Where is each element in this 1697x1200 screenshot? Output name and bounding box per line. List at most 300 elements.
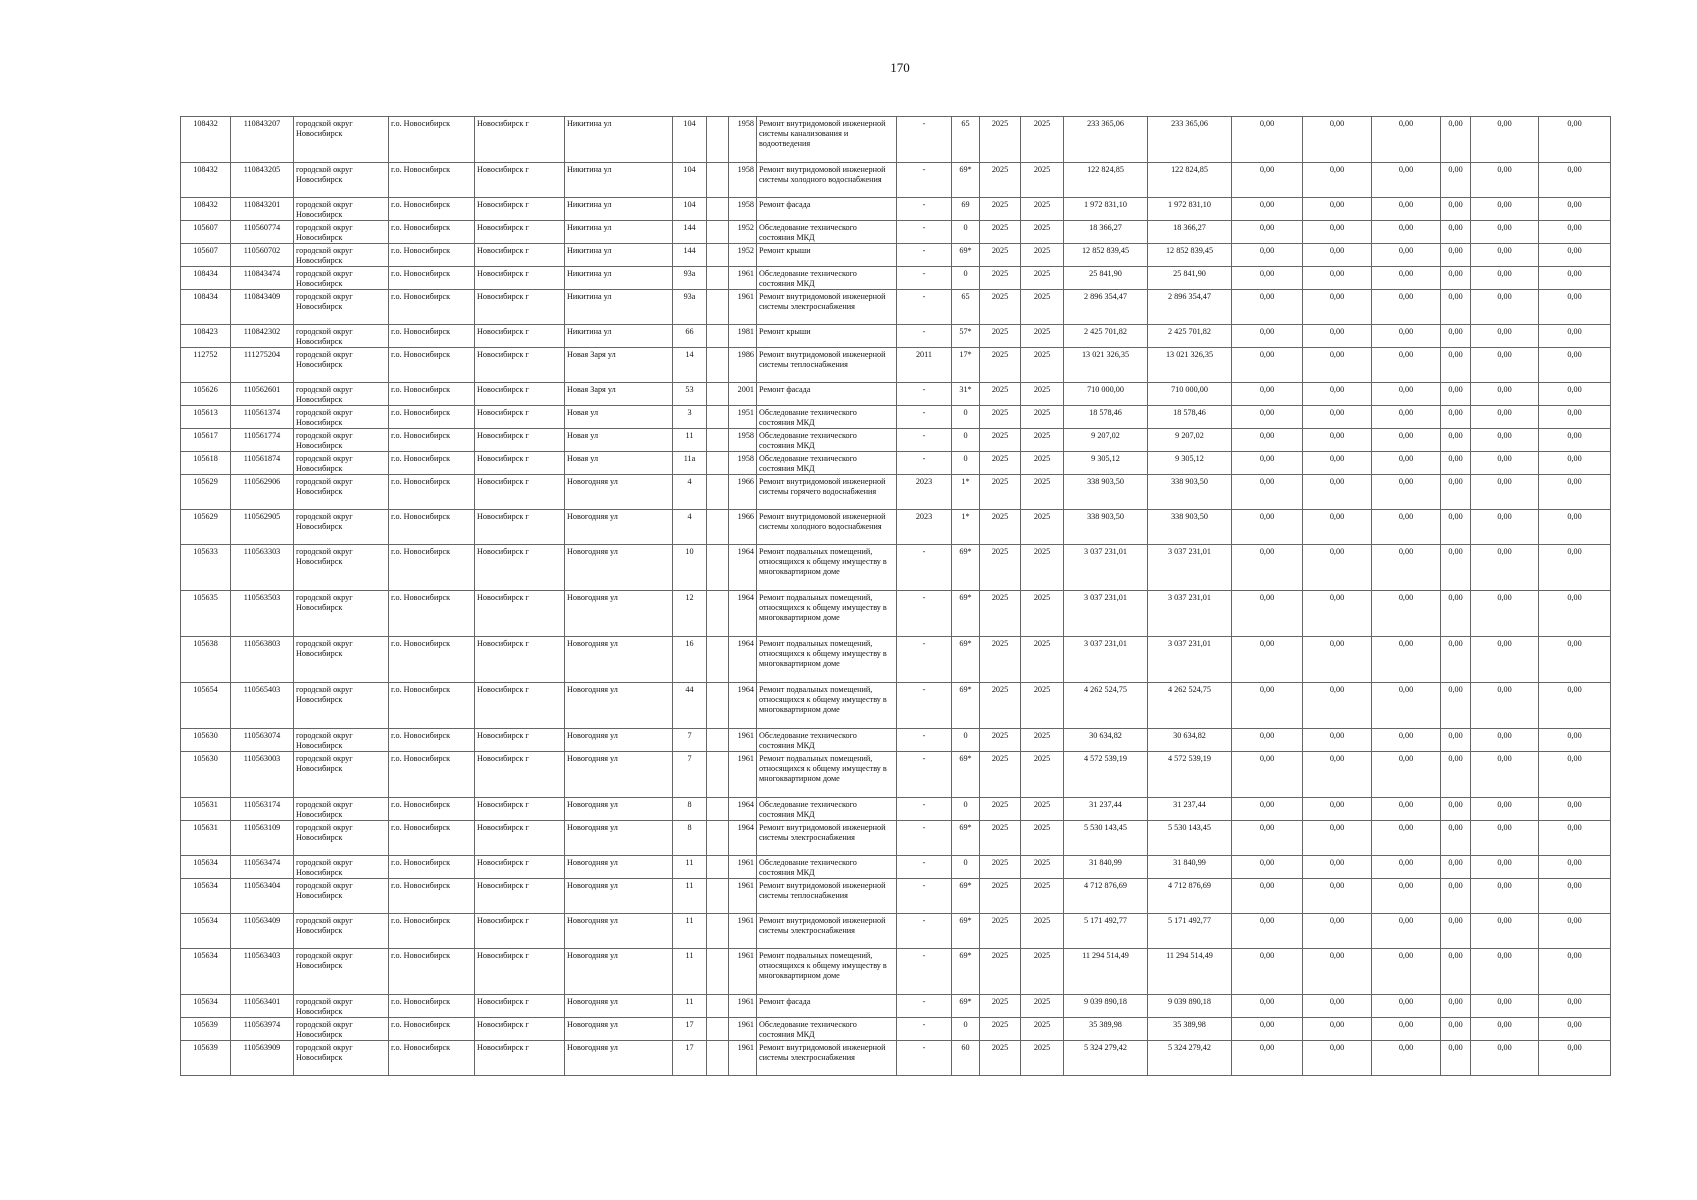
cell-plan-year-start: 2025 [980, 683, 1021, 729]
cell-house-id: 105634 [181, 879, 231, 914]
cell-last-repair-year: - [897, 949, 952, 995]
cell-total-cost: 4 572 539,19 [1064, 752, 1148, 798]
cell-total-cost: 9 305,12 [1064, 452, 1148, 475]
cell-street: Новогодняя ул [565, 798, 673, 821]
cell-other-funds: 0,00 [1441, 545, 1471, 591]
cell-settlement: Новосибирск г [475, 856, 565, 879]
cell-district: г.о. Новосибирск [389, 117, 475, 163]
cell-local-funds: 0,00 [1372, 348, 1441, 383]
cell-owner-funds: 0,00 [1471, 752, 1539, 798]
table-row [181, 856, 1611, 879]
cell-work-id: 110563803 [231, 637, 294, 683]
cell-municipality: городской округ Новосибирск [294, 406, 389, 429]
cell-plan-year-start: 2025 [980, 798, 1021, 821]
cell-local-funds: 0,00 [1372, 879, 1441, 914]
cell-district: г.о. Новосибирск [389, 798, 475, 821]
cell-total-cost: 5 171 492,77 [1064, 914, 1148, 949]
cell-regional-funds: 0,00 [1303, 729, 1372, 752]
repair-program-table [180, 116, 1611, 1076]
cell-owner-funds: 0,00 [1471, 325, 1539, 348]
cell-other-funds: 0,00 [1441, 429, 1471, 452]
cell-plan-year-end: 2025 [1021, 510, 1064, 545]
cell-house-id: 105631 [181, 821, 231, 856]
cell-district: г.о. Новосибирск [389, 949, 475, 995]
cell-local-funds: 0,00 [1372, 637, 1441, 683]
cell-municipality: городской округ Новосибирск [294, 752, 389, 798]
cell-owner-funds: 0,00 [1471, 729, 1539, 752]
cell-house-id: 112752 [181, 348, 231, 383]
cell-owner-funds: 0,00 [1471, 117, 1539, 163]
cell-district: г.о. Новосибирск [389, 545, 475, 591]
cell-extra-funds: 0,00 [1539, 406, 1611, 429]
cell-wear-percent: 69* [952, 821, 980, 856]
cell-work-id: 110563403 [231, 949, 294, 995]
cell-street: Никитина ул [565, 244, 673, 267]
cell-house-number: 53 [673, 383, 707, 406]
cell-total-cost: 2 425 701,82 [1064, 325, 1148, 348]
cell-street: Новая ул [565, 429, 673, 452]
cell-work-type: Ремонт внутридомовой инженерной системы теплоснабжения [757, 879, 897, 914]
cell-federal-funds: 0,00 [1232, 406, 1303, 429]
cell-wear-percent: 69* [952, 683, 980, 729]
cell-year-built: 1951 [729, 406, 757, 429]
cell-last-repair-year: - [897, 637, 952, 683]
cell-fund-cost: 11 294 514,49 [1148, 949, 1232, 995]
cell-last-repair-year: - [897, 221, 952, 244]
cell-settlement: Новосибирск г [475, 290, 565, 325]
cell-regional-funds: 0,00 [1303, 752, 1372, 798]
cell-regional-funds: 0,00 [1303, 452, 1372, 475]
cell-other-funds: 0,00 [1441, 1041, 1471, 1076]
cell-building [707, 221, 729, 244]
cell-fund-cost: 13 021 326,35 [1148, 348, 1232, 383]
cell-house-number: 4 [673, 510, 707, 545]
cell-local-funds: 0,00 [1372, 821, 1441, 856]
cell-work-type: Ремонт внутридомовой инженерной системы электроснабжения [757, 1041, 897, 1076]
cell-extra-funds: 0,00 [1539, 729, 1611, 752]
cell-fund-cost: 5 324 279,42 [1148, 1041, 1232, 1076]
cell-extra-funds: 0,00 [1539, 290, 1611, 325]
cell-year-built: 1952 [729, 244, 757, 267]
cell-plan-year-start: 2025 [980, 325, 1021, 348]
cell-building [707, 1041, 729, 1076]
cell-plan-year-start: 2025 [980, 914, 1021, 949]
cell-building [707, 995, 729, 1018]
table-row [181, 325, 1611, 348]
cell-fund-cost: 5 171 492,77 [1148, 914, 1232, 949]
cell-total-cost: 4 712 876,69 [1064, 879, 1148, 914]
cell-building [707, 683, 729, 729]
cell-work-id: 110843474 [231, 267, 294, 290]
cell-municipality: городской округ Новосибирск [294, 163, 389, 198]
cell-federal-funds: 0,00 [1232, 348, 1303, 383]
cell-federal-funds: 0,00 [1232, 856, 1303, 879]
cell-extra-funds: 0,00 [1539, 995, 1611, 1018]
cell-regional-funds: 0,00 [1303, 383, 1372, 406]
cell-wear-percent: 69* [952, 879, 980, 914]
cell-federal-funds: 0,00 [1232, 244, 1303, 267]
cell-total-cost: 122 824,85 [1064, 163, 1148, 198]
cell-wear-percent: 69 [952, 198, 980, 221]
cell-work-id: 110563003 [231, 752, 294, 798]
cell-last-repair-year: 2011 [897, 348, 952, 383]
cell-local-funds: 0,00 [1372, 429, 1441, 452]
cell-settlement: Новосибирск г [475, 798, 565, 821]
cell-house-id: 105629 [181, 475, 231, 510]
cell-plan-year-end: 2025 [1021, 637, 1064, 683]
cell-street: Никитина ул [565, 198, 673, 221]
page-number: 170 [890, 60, 910, 75]
cell-house-id: 105633 [181, 545, 231, 591]
cell-settlement: Новосибирск г [475, 821, 565, 856]
cell-fund-cost: 3 037 231,01 [1148, 591, 1232, 637]
cell-other-funds: 0,00 [1441, 406, 1471, 429]
cell-plan-year-start: 2025 [980, 163, 1021, 198]
cell-wear-percent: 60 [952, 1041, 980, 1076]
cell-other-funds: 0,00 [1441, 244, 1471, 267]
cell-fund-cost: 2 425 701,82 [1148, 325, 1232, 348]
cell-settlement: Новосибирск г [475, 995, 565, 1018]
cell-regional-funds: 0,00 [1303, 821, 1372, 856]
cell-plan-year-end: 2025 [1021, 221, 1064, 244]
cell-street: Никитина ул [565, 117, 673, 163]
cell-wear-percent: 69* [952, 244, 980, 267]
cell-last-repair-year: - [897, 683, 952, 729]
cell-work-type: Обследование технического состояния МКД [757, 406, 897, 429]
cell-house-id: 105631 [181, 798, 231, 821]
cell-plan-year-end: 2025 [1021, 591, 1064, 637]
cell-plan-year-start: 2025 [980, 591, 1021, 637]
cell-work-id: 110563074 [231, 729, 294, 752]
cell-plan-year-start: 2025 [980, 856, 1021, 879]
cell-year-built: 1958 [729, 198, 757, 221]
cell-municipality: городской округ Новосибирск [294, 798, 389, 821]
cell-house-number: 11 [673, 995, 707, 1018]
cell-building [707, 117, 729, 163]
cell-house-number: 11а [673, 452, 707, 475]
cell-total-cost: 25 841,90 [1064, 267, 1148, 290]
cell-district: г.о. Новосибирск [389, 475, 475, 510]
cell-year-built: 1958 [729, 429, 757, 452]
cell-building [707, 163, 729, 198]
cell-fund-cost: 4 572 539,19 [1148, 752, 1232, 798]
cell-plan-year-start: 2025 [980, 1041, 1021, 1076]
cell-district: г.о. Новосибирск [389, 267, 475, 290]
cell-building [707, 798, 729, 821]
cell-house-id: 105634 [181, 995, 231, 1018]
cell-federal-funds: 0,00 [1232, 510, 1303, 545]
cell-extra-funds: 0,00 [1539, 325, 1611, 348]
cell-house-id: 105635 [181, 591, 231, 637]
cell-extra-funds: 0,00 [1539, 798, 1611, 821]
cell-plan-year-start: 2025 [980, 267, 1021, 290]
cell-fund-cost: 3 037 231,01 [1148, 545, 1232, 591]
cell-owner-funds: 0,00 [1471, 995, 1539, 1018]
cell-total-cost: 338 903,50 [1064, 510, 1148, 545]
cell-total-cost: 3 037 231,01 [1064, 545, 1148, 591]
cell-total-cost: 3 037 231,01 [1064, 591, 1148, 637]
cell-municipality: городской округ Новосибирск [294, 995, 389, 1018]
cell-settlement: Новосибирск г [475, 475, 565, 510]
cell-street: Новогодняя ул [565, 821, 673, 856]
cell-wear-percent: 69* [952, 637, 980, 683]
cell-plan-year-start: 2025 [980, 995, 1021, 1018]
cell-total-cost: 9 039 890,18 [1064, 995, 1148, 1018]
cell-work-type: Ремонт подвальных помещений, относящихся к общему имуществу в многоквартирном доме [757, 545, 897, 591]
cell-work-id: 110560774 [231, 221, 294, 244]
cell-regional-funds: 0,00 [1303, 995, 1372, 1018]
cell-year-built: 1986 [729, 348, 757, 383]
cell-house-id: 105626 [181, 383, 231, 406]
table-row [181, 729, 1611, 752]
cell-building [707, 267, 729, 290]
cell-federal-funds: 0,00 [1232, 637, 1303, 683]
cell-house-id: 105617 [181, 429, 231, 452]
cell-work-id: 110842302 [231, 325, 294, 348]
cell-wear-percent: 69* [952, 949, 980, 995]
cell-district: г.о. Новосибирск [389, 856, 475, 879]
cell-plan-year-end: 2025 [1021, 348, 1064, 383]
cell-federal-funds: 0,00 [1232, 383, 1303, 406]
cell-wear-percent: 69* [952, 752, 980, 798]
cell-local-funds: 0,00 [1372, 221, 1441, 244]
cell-settlement: Новосибирск г [475, 729, 565, 752]
cell-district: г.о. Новосибирск [389, 729, 475, 752]
table-row [181, 221, 1611, 244]
cell-house-number: 11 [673, 429, 707, 452]
table-row [181, 198, 1611, 221]
cell-regional-funds: 0,00 [1303, 117, 1372, 163]
cell-regional-funds: 0,00 [1303, 856, 1372, 879]
cell-house-number: 104 [673, 198, 707, 221]
cell-settlement: Новосибирск г [475, 914, 565, 949]
cell-municipality: городской округ Новосибирск [294, 267, 389, 290]
cell-year-built: 1961 [729, 856, 757, 879]
cell-other-funds: 0,00 [1441, 117, 1471, 163]
cell-last-repair-year: - [897, 452, 952, 475]
cell-last-repair-year: 2023 [897, 475, 952, 510]
cell-owner-funds: 0,00 [1471, 163, 1539, 198]
cell-fund-cost: 338 903,50 [1148, 475, 1232, 510]
table-row [181, 995, 1611, 1018]
cell-settlement: Новосибирск г [475, 879, 565, 914]
cell-house-number: 11 [673, 879, 707, 914]
cell-wear-percent: 0 [952, 429, 980, 452]
cell-other-funds: 0,00 [1441, 798, 1471, 821]
cell-local-funds: 0,00 [1372, 1041, 1441, 1076]
cell-other-funds: 0,00 [1441, 856, 1471, 879]
cell-plan-year-end: 2025 [1021, 752, 1064, 798]
cell-local-funds: 0,00 [1372, 406, 1441, 429]
cell-extra-funds: 0,00 [1539, 510, 1611, 545]
cell-last-repair-year: - [897, 856, 952, 879]
cell-work-id: 110565403 [231, 683, 294, 729]
cell-federal-funds: 0,00 [1232, 163, 1303, 198]
cell-district: г.о. Новосибирск [389, 348, 475, 383]
cell-extra-funds: 0,00 [1539, 244, 1611, 267]
cell-wear-percent: 1* [952, 475, 980, 510]
cell-house-id: 108432 [181, 198, 231, 221]
cell-house-id: 108432 [181, 117, 231, 163]
cell-regional-funds: 0,00 [1303, 475, 1372, 510]
cell-district: г.о. Новосибирск [389, 821, 475, 856]
cell-year-built: 1961 [729, 729, 757, 752]
cell-other-funds: 0,00 [1441, 591, 1471, 637]
cell-building [707, 637, 729, 683]
cell-house-id: 105629 [181, 510, 231, 545]
cell-extra-funds: 0,00 [1539, 163, 1611, 198]
cell-wear-percent: 69* [952, 914, 980, 949]
cell-work-type: Ремонт фасада [757, 383, 897, 406]
cell-work-type: Обследование технического состояния МКД [757, 267, 897, 290]
cell-owner-funds: 0,00 [1471, 683, 1539, 729]
cell-owner-funds: 0,00 [1471, 475, 1539, 510]
cell-work-id: 110562601 [231, 383, 294, 406]
cell-plan-year-start: 2025 [980, 348, 1021, 383]
cell-extra-funds: 0,00 [1539, 1018, 1611, 1041]
cell-wear-percent: 0 [952, 798, 980, 821]
cell-year-built: 1966 [729, 510, 757, 545]
cell-local-funds: 0,00 [1372, 510, 1441, 545]
cell-settlement: Новосибирск г [475, 267, 565, 290]
cell-total-cost: 4 262 524,75 [1064, 683, 1148, 729]
cell-work-id: 110843207 [231, 117, 294, 163]
cell-owner-funds: 0,00 [1471, 879, 1539, 914]
cell-owner-funds: 0,00 [1471, 1018, 1539, 1041]
cell-street: Новогодняя ул [565, 879, 673, 914]
cell-wear-percent: 0 [952, 1018, 980, 1041]
cell-local-funds: 0,00 [1372, 914, 1441, 949]
cell-plan-year-start: 2025 [980, 545, 1021, 591]
cell-wear-percent: 17* [952, 348, 980, 383]
cell-extra-funds: 0,00 [1539, 752, 1611, 798]
cell-district: г.о. Новосибирск [389, 914, 475, 949]
cell-regional-funds: 0,00 [1303, 591, 1372, 637]
cell-street: Никитина ул [565, 290, 673, 325]
cell-house-number: 11 [673, 856, 707, 879]
cell-municipality: городской округ Новосибирск [294, 949, 389, 995]
cell-fund-cost: 31 840,99 [1148, 856, 1232, 879]
cell-other-funds: 0,00 [1441, 914, 1471, 949]
cell-last-repair-year: - [897, 591, 952, 637]
cell-local-funds: 0,00 [1372, 545, 1441, 591]
cell-municipality: городской округ Новосибирск [294, 683, 389, 729]
cell-wear-percent: 69* [952, 591, 980, 637]
cell-last-repair-year: - [897, 914, 952, 949]
table-row [181, 545, 1611, 591]
cell-district: г.о. Новосибирск [389, 995, 475, 1018]
cell-fund-cost: 18 578,46 [1148, 406, 1232, 429]
cell-fund-cost: 9 039 890,18 [1148, 995, 1232, 1018]
cell-total-cost: 5 530 143,45 [1064, 821, 1148, 856]
cell-federal-funds: 0,00 [1232, 798, 1303, 821]
cell-work-id: 110561774 [231, 429, 294, 452]
cell-house-id: 105639 [181, 1018, 231, 1041]
cell-local-funds: 0,00 [1372, 752, 1441, 798]
cell-total-cost: 233 365,06 [1064, 117, 1148, 163]
cell-total-cost: 338 903,50 [1064, 475, 1148, 510]
cell-regional-funds: 0,00 [1303, 879, 1372, 914]
table-row [181, 821, 1611, 856]
cell-work-id: 110843205 [231, 163, 294, 198]
cell-owner-funds: 0,00 [1471, 348, 1539, 383]
cell-building [707, 383, 729, 406]
cell-street: Новогодняя ул [565, 475, 673, 510]
cell-extra-funds: 0,00 [1539, 429, 1611, 452]
cell-street: Новая Заря ул [565, 348, 673, 383]
cell-fund-cost: 2 896 354,47 [1148, 290, 1232, 325]
cell-wear-percent: 0 [952, 267, 980, 290]
cell-regional-funds: 0,00 [1303, 1018, 1372, 1041]
cell-plan-year-end: 2025 [1021, 429, 1064, 452]
cell-plan-year-end: 2025 [1021, 1018, 1064, 1041]
cell-local-funds: 0,00 [1372, 729, 1441, 752]
cell-house-number: 3 [673, 406, 707, 429]
cell-wear-percent: 31* [952, 383, 980, 406]
cell-federal-funds: 0,00 [1232, 290, 1303, 325]
cell-district: г.о. Новосибирск [389, 452, 475, 475]
cell-owner-funds: 0,00 [1471, 406, 1539, 429]
cell-work-id: 110843201 [231, 198, 294, 221]
cell-other-funds: 0,00 [1441, 879, 1471, 914]
cell-work-type: Ремонт подвальных помещений, относящихся к общему имуществу в многоквартирном доме [757, 637, 897, 683]
cell-plan-year-start: 2025 [980, 452, 1021, 475]
cell-wear-percent: 0 [952, 856, 980, 879]
cell-street: Никитина ул [565, 267, 673, 290]
cell-local-funds: 0,00 [1372, 244, 1441, 267]
cell-other-funds: 0,00 [1441, 198, 1471, 221]
cell-building [707, 949, 729, 995]
cell-municipality: городской округ Новосибирск [294, 383, 389, 406]
cell-municipality: городской округ Новосибирск [294, 637, 389, 683]
cell-plan-year-end: 2025 [1021, 914, 1064, 949]
cell-work-type: Обследование технического состояния МКД [757, 221, 897, 244]
cell-extra-funds: 0,00 [1539, 475, 1611, 510]
cell-plan-year-end: 2025 [1021, 1041, 1064, 1076]
cell-settlement: Новосибирск г [475, 1018, 565, 1041]
cell-extra-funds: 0,00 [1539, 452, 1611, 475]
cell-other-funds: 0,00 [1441, 290, 1471, 325]
cell-extra-funds: 0,00 [1539, 914, 1611, 949]
cell-total-cost: 18 366,27 [1064, 221, 1148, 244]
cell-year-built: 1961 [729, 995, 757, 1018]
cell-plan-year-end: 2025 [1021, 325, 1064, 348]
cell-municipality: городской округ Новосибирск [294, 510, 389, 545]
cell-federal-funds: 0,00 [1232, 1041, 1303, 1076]
cell-wear-percent: 69* [952, 163, 980, 198]
cell-district: г.о. Новосибирск [389, 429, 475, 452]
cell-house-number: 16 [673, 637, 707, 683]
cell-work-type: Ремонт внутридомовой инженерной системы электроснабжения [757, 290, 897, 325]
cell-house-id: 108434 [181, 267, 231, 290]
cell-year-built: 2001 [729, 383, 757, 406]
cell-wear-percent: 69* [952, 545, 980, 591]
cell-plan-year-end: 2025 [1021, 244, 1064, 267]
cell-last-repair-year: 2023 [897, 510, 952, 545]
cell-fund-cost: 9 207,02 [1148, 429, 1232, 452]
cell-work-id: 110563109 [231, 821, 294, 856]
cell-house-id: 105613 [181, 406, 231, 429]
cell-house-id: 108423 [181, 325, 231, 348]
cell-work-type: Обследование технического состояния МКД [757, 429, 897, 452]
cell-federal-funds: 0,00 [1232, 545, 1303, 591]
cell-settlement: Новосибирск г [475, 348, 565, 383]
cell-local-funds: 0,00 [1372, 267, 1441, 290]
cell-local-funds: 0,00 [1372, 683, 1441, 729]
cell-house-id: 105638 [181, 637, 231, 683]
cell-house-number: 14 [673, 348, 707, 383]
cell-owner-funds: 0,00 [1471, 637, 1539, 683]
